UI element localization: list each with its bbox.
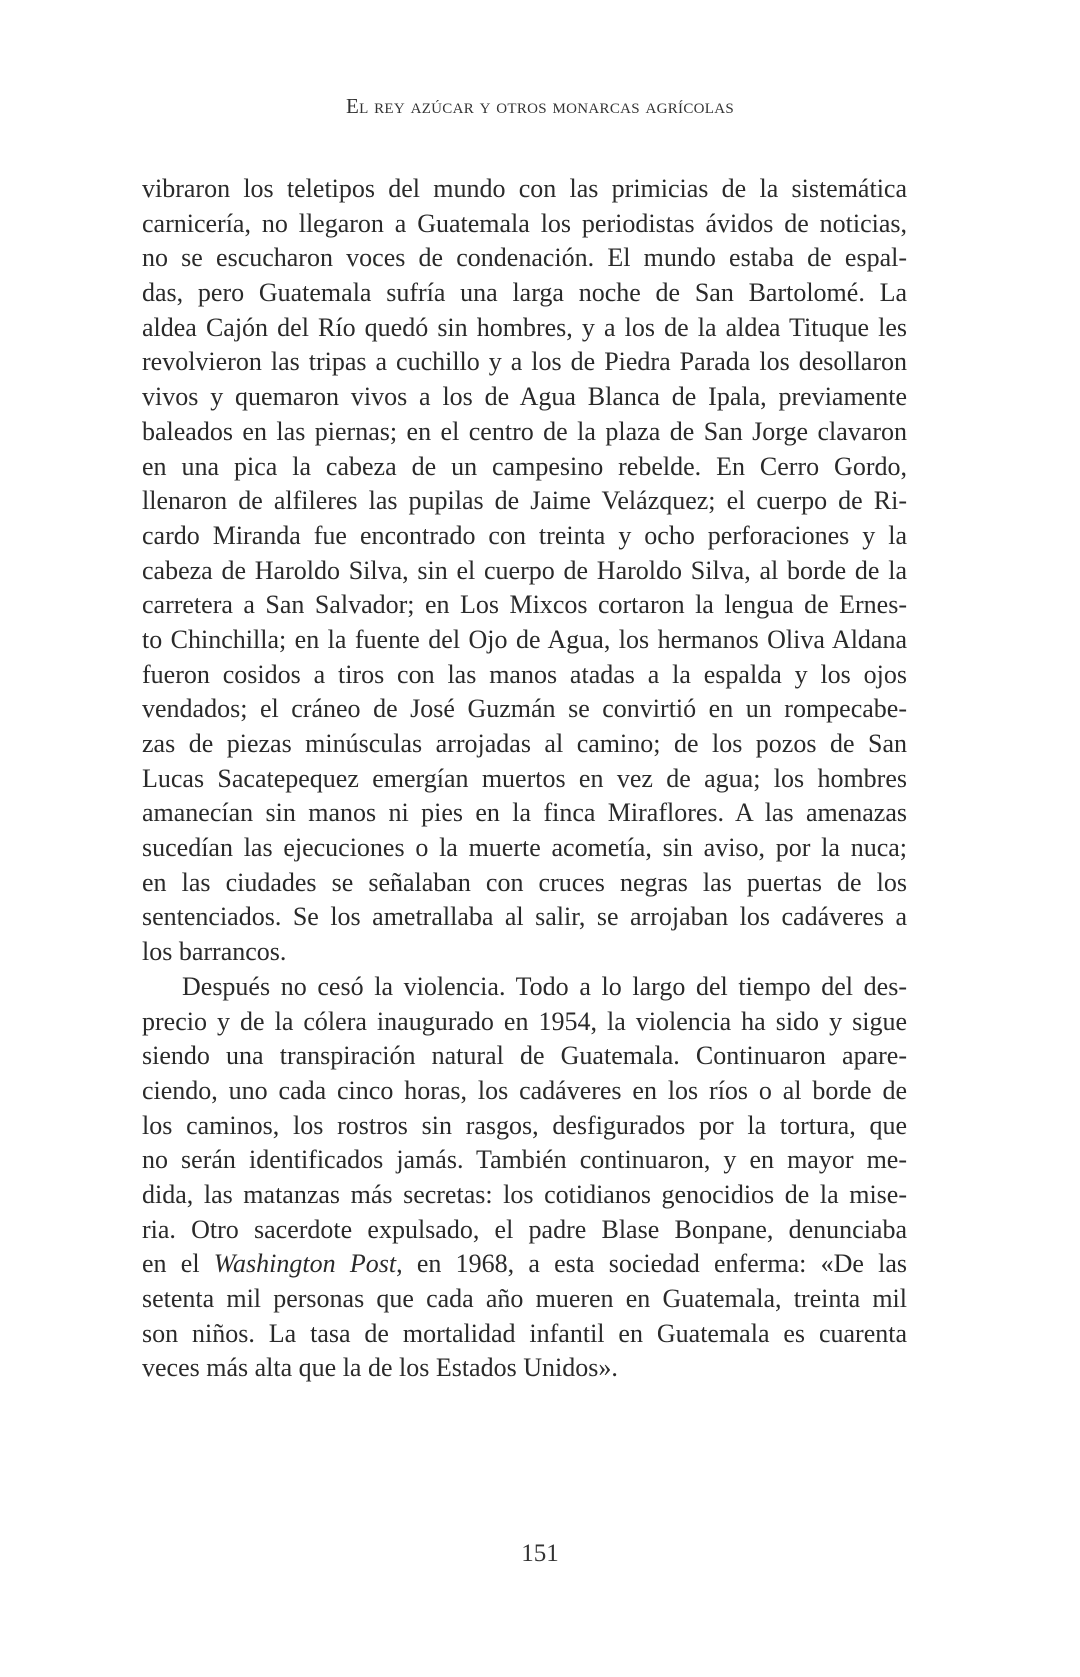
- text-line: [142, 1039, 907, 1074]
- text-line-content: [142, 1317, 907, 1352]
- text-line: [142, 207, 907, 242]
- text-line: [142, 658, 907, 693]
- page-number: 151: [521, 1540, 559, 1567]
- text-line: [142, 484, 907, 519]
- text-line-content: [142, 1351, 618, 1386]
- text-line: [142, 1109, 907, 1144]
- text-line: [142, 623, 907, 658]
- text-line-content: [142, 484, 907, 519]
- text-segment: carretera a San Salvador; en Los Mixcos cortaron la lengua de Ernes-: [142, 590, 907, 620]
- text-segment: siendo una transpiración natural de Guatemala. Continuaron apare-: [142, 1041, 907, 1071]
- text-line: [142, 1005, 907, 1040]
- text-segment: setenta mil personas que cada año mueren en Guatemala, treinta mil: [142, 1284, 907, 1313]
- text-line: [142, 415, 907, 450]
- text-line: [142, 380, 907, 415]
- text-line-content: [142, 866, 907, 901]
- text-line-content: [142, 1178, 907, 1213]
- text-segment: aldea Cajón del Río quedó sin hombres, y a los de la aldea Tituque les: [142, 312, 907, 342]
- text-line-content: [142, 1005, 907, 1040]
- text-line-content: [142, 241, 907, 276]
- text-segment: cardo Miranda fue encontrado con treinta y ocho perforaciones y la: [142, 520, 907, 550]
- text-line-content: [142, 727, 907, 762]
- text-segment: ciendo, uno cada cinco horas, los cadáveres en los ríos o al borde de: [142, 1075, 907, 1105]
- text-segment: los barrancos.: [142, 937, 287, 967]
- text-line-content: [142, 1109, 907, 1144]
- text-line: [142, 1317, 907, 1352]
- text-line-content: [142, 380, 907, 415]
- text-segment: das, pero Guatemala sufría una larga noche de San Bartolomé. La: [142, 278, 907, 308]
- text-line-content: [142, 1282, 907, 1317]
- text-line-content: [142, 1247, 907, 1282]
- text-segment: veces más alta que la de los Estados Unidos».: [142, 1353, 618, 1383]
- text-line: [142, 900, 907, 935]
- text-line: [142, 866, 907, 901]
- text-line-content: [142, 519, 907, 554]
- text-line-content: [142, 588, 907, 623]
- text-segment: no se escucharon voces de condenación. El mundo estaba de espal-: [142, 243, 907, 273]
- body-text: [142, 172, 907, 1386]
- text-line: [142, 1282, 907, 1317]
- text-line: [142, 935, 907, 970]
- text-line-content: [142, 415, 907, 450]
- text-line-content: [142, 935, 286, 970]
- text-line: [142, 1247, 907, 1282]
- text-line-content: [182, 970, 907, 1005]
- text-line: [142, 1351, 907, 1386]
- text-line: [142, 1178, 907, 1213]
- text-line-content: [142, 1074, 907, 1109]
- text-line: [142, 692, 907, 727]
- text-line: [142, 311, 907, 346]
- running-head: El rey azúcar y otros monarcas agrícolas: [345, 94, 735, 118]
- text-line-content: [142, 831, 907, 866]
- text-segment: sentenciados. Se los ametrallaba al salir, se arrojaban los cadáveres a: [142, 902, 907, 932]
- text-line-content: [142, 692, 907, 727]
- text-line: [142, 172, 907, 207]
- text-segment: no serán identificados jamás. También continuaron, y en mayor me-: [142, 1145, 907, 1175]
- text-segment: ria. Otro sacerdote expulsado, el padre Blase Bonpane, denunciaba: [142, 1214, 907, 1244]
- text-line: [142, 727, 907, 762]
- text-line: [142, 519, 907, 554]
- text-line: [142, 450, 907, 485]
- text-line-content: [142, 623, 907, 658]
- text-segment: precio y de la cólera inaugurado en 1954, la violencia ha sido y sigue: [142, 1006, 907, 1036]
- text-line-content: [142, 345, 907, 380]
- text-line-content: [142, 207, 907, 242]
- text-segment: en las ciudades se señalaban con cruces negras las puertas de los: [142, 867, 907, 897]
- text-segment: cabeza de Haroldo Silva, sin el cuerpo de Haroldo Silva, al borde de la: [142, 555, 907, 585]
- text-line-content: [142, 1213, 907, 1248]
- text-segment: llenaron de alfileres las pupilas de Jaime Velázquez; el cuerpo de Ri-: [142, 486, 907, 516]
- text-segment: fueron cosidos a tiros con las manos atadas a la espalda y los ojos: [142, 659, 907, 689]
- text-segment: sucedían las ejecuciones o la muerte acometía, sin aviso, por la nuca;: [142, 833, 907, 863]
- text-segment: vendados; el cráneo de José Guzmán se convirtió en un rompecabe-: [142, 694, 907, 724]
- text-line-content: [142, 1143, 907, 1178]
- text-segment: Después no cesó la violencia. Todo a lo largo del tiempo del des-: [182, 971, 907, 1001]
- text-line-content: [142, 1039, 907, 1074]
- text-line-content: [142, 276, 907, 311]
- text-segment: son niños. La tasa de mortalidad infantil en Guatemala es cuarenta: [142, 1318, 907, 1348]
- text-line-content: [142, 311, 907, 346]
- text-line: [142, 345, 907, 380]
- text-segment: en el: [142, 1249, 214, 1279]
- text-line: [142, 276, 907, 311]
- text-line-content: [142, 172, 907, 207]
- text-line: [142, 1074, 907, 1109]
- text-line: [142, 1213, 907, 1248]
- italic-title: Washington Post: [213, 1249, 397, 1279]
- text-line: [142, 241, 907, 276]
- text-line: [142, 762, 907, 797]
- text-line: [142, 970, 907, 1005]
- text-segment: to Chinchilla; en la fuente del Ojo de Agua, los hermanos Oliva Aldana: [142, 624, 907, 654]
- text-segment: , en 1968, a esta sociedad enferma: «De las: [396, 1249, 907, 1279]
- text-line: [142, 1143, 907, 1178]
- text-line: [142, 796, 907, 831]
- text-line-content: [142, 658, 907, 693]
- text-segment: vibraron los teletipos del mundo con las primicias de la sistemática: [142, 174, 907, 203]
- text-line-content: [142, 796, 907, 831]
- text-line: [142, 554, 907, 589]
- text-line-content: [142, 450, 907, 485]
- text-line-content: [142, 762, 907, 797]
- text-segment: dida, las matanzas más secretas: los cotidianos genocidios de la mise-: [142, 1179, 907, 1209]
- text-line: [142, 588, 907, 623]
- text-line-content: [142, 554, 907, 589]
- text-segment: revolvieron las tripas a cuchillo y a los de Piedra Parada los desollaron: [142, 347, 907, 377]
- text-segment: en una pica la cabeza de un campesino rebelde. En Cerro Gordo,: [142, 451, 907, 481]
- text-segment: vivos y quemaron vivos a los de Agua Blanca de Ipala, previamente: [142, 382, 907, 412]
- text-line: [142, 831, 907, 866]
- text-segment: Lucas Sacatepequez emergían muertos en vez de agua; los hombres: [142, 763, 907, 793]
- text-segment: carnicería, no llegaron a Guatemala los periodistas ávidos de noticias,: [142, 208, 907, 238]
- text-segment: zas de piezas minúsculas arrojadas al camino; de los pozos de San: [142, 729, 907, 758]
- text-segment: amanecían sin manos ni pies en la finca Miraflores. A las amenazas: [142, 798, 907, 828]
- text-segment: los caminos, los rostros sin rasgos, desfigurados por la tortura, que: [142, 1110, 907, 1140]
- text-line-content: [142, 900, 907, 935]
- text-segment: baleados en las piernas; en el centro de la plaza de San Jorge clavaron: [142, 416, 907, 446]
